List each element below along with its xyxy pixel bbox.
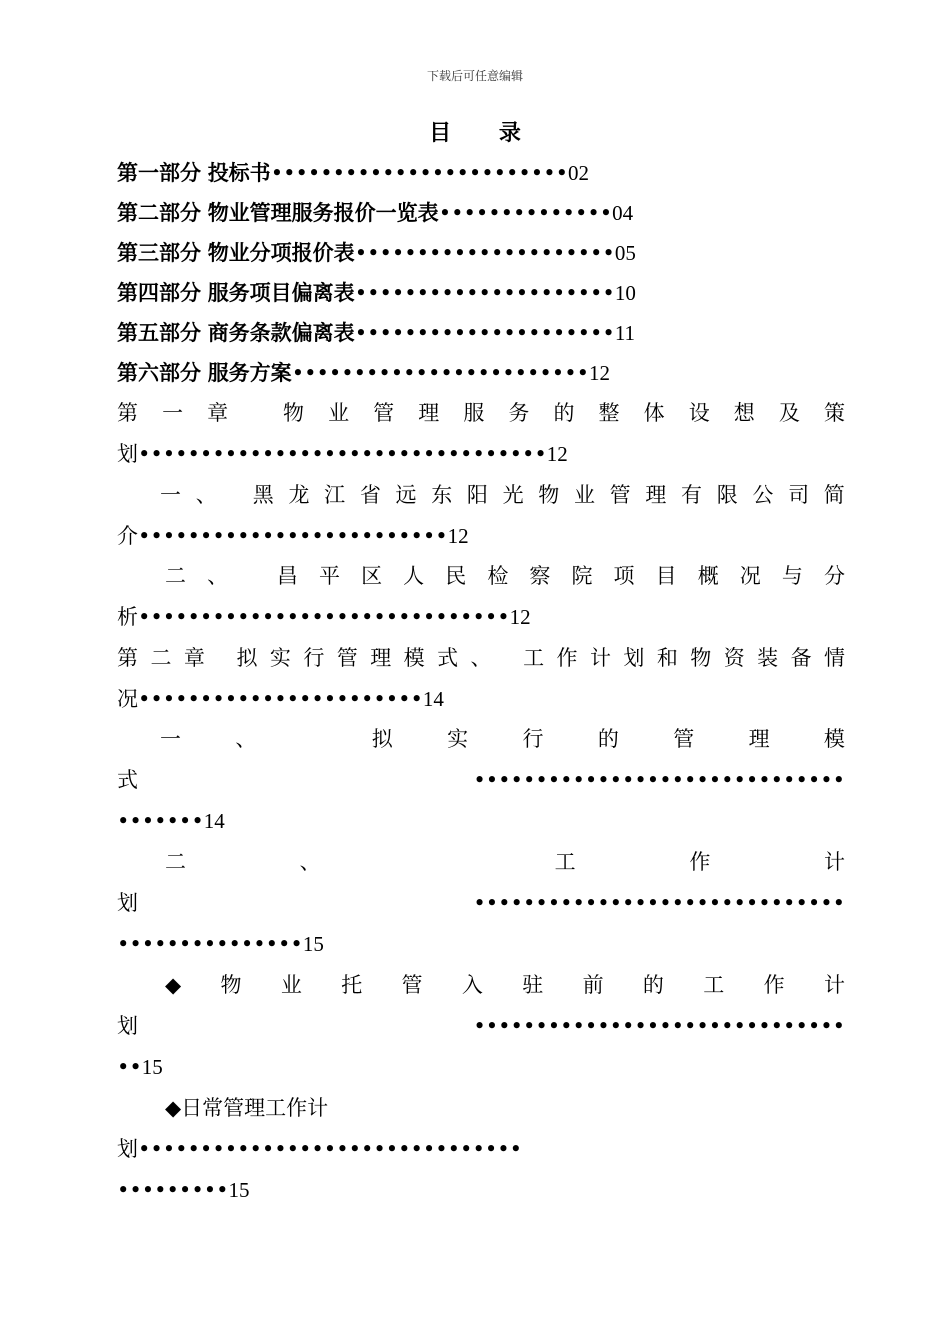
entry-char: 平 bbox=[319, 564, 340, 588]
part-label: 第三部分 bbox=[117, 240, 201, 265]
entry-char: 业 bbox=[573, 483, 595, 507]
entry-char: 拟 bbox=[371, 727, 393, 751]
entry-char: 、 bbox=[299, 850, 321, 874]
toc-entry-section-2-2-cont[interactable] bbox=[117, 885, 845, 921]
entry-char: 作 bbox=[689, 850, 711, 874]
page-number: 12 bbox=[588, 361, 610, 385]
entry-text: 析 bbox=[117, 605, 138, 629]
part-title: 投标书 bbox=[207, 160, 271, 185]
entry-char: 、 bbox=[235, 727, 257, 751]
entry-char: 区 bbox=[361, 564, 383, 588]
leader-dots: ••••••••••••••• bbox=[117, 932, 303, 956]
entry-char: 二 bbox=[165, 564, 186, 588]
entry-char: 理 bbox=[370, 646, 392, 670]
entry-char: ◆ bbox=[165, 973, 182, 997]
toc-entry-chapter-2[interactable] bbox=[117, 640, 845, 676]
leader-dots: •••••••••••••••••••••••••••••• bbox=[138, 605, 510, 629]
entry-char: 及 bbox=[778, 401, 800, 425]
entry-char: 工 bbox=[523, 646, 545, 670]
entry-char: 一 bbox=[160, 483, 181, 507]
entry-char: 实 bbox=[447, 727, 469, 751]
toc-entry-section-2-2-cont2[interactable] bbox=[117, 926, 845, 962]
page-number: 14 bbox=[203, 809, 225, 833]
entry-char: 昌 bbox=[276, 564, 298, 588]
entry-char: 江 bbox=[324, 483, 346, 507]
entry-char: 设 bbox=[688, 401, 710, 425]
entry-char: 限 bbox=[716, 483, 738, 507]
entry-char: 前 bbox=[582, 973, 604, 997]
toc-entry-part-2[interactable] bbox=[117, 195, 845, 231]
entry-char: 察 bbox=[529, 564, 551, 588]
entry-char: 人 bbox=[403, 564, 425, 588]
entry-char: 物 bbox=[220, 973, 242, 997]
entry-char: 项 bbox=[613, 564, 635, 588]
leader-dots: ••••••••••••••••••••••••••••••••• bbox=[138, 442, 547, 466]
entry-char: 服 bbox=[463, 401, 485, 425]
page-number: 15 bbox=[302, 932, 324, 956]
entry-char: 东 bbox=[431, 483, 453, 507]
leader-dots: •• bbox=[117, 1055, 142, 1079]
entry-char: 检 bbox=[487, 564, 509, 588]
entry-char: 入 bbox=[461, 973, 483, 997]
toc-entry-section-1-2-cont[interactable] bbox=[117, 599, 845, 635]
toc-entry-part-6[interactable] bbox=[117, 355, 845, 391]
toc-entry-section-2-2-a[interactable] bbox=[165, 967, 845, 1003]
entry-char: 物 bbox=[283, 401, 304, 425]
entry-char: 驻 bbox=[522, 973, 544, 997]
entry-char: 二 bbox=[165, 850, 186, 874]
entry-char: 备 bbox=[790, 646, 812, 670]
entry-char: 理 bbox=[418, 401, 440, 425]
entry-char: 第 bbox=[117, 646, 138, 670]
entry-char: 远 bbox=[395, 483, 417, 507]
leader-dots: •••••••••••••••••••••••• bbox=[270, 161, 568, 185]
part-label: 第二部分 bbox=[117, 200, 201, 225]
entry-char: 简 bbox=[823, 483, 845, 507]
toc-entry-section-2-1-cont2[interactable] bbox=[117, 803, 845, 839]
page-number: 12 bbox=[447, 524, 469, 548]
entry-text: 划 bbox=[117, 442, 138, 466]
part-label: 第一部分 bbox=[117, 160, 201, 185]
entry-text: 况 bbox=[117, 687, 138, 711]
leader-dots: •••••••••••••• bbox=[438, 201, 613, 225]
entry-char: 托 bbox=[341, 973, 363, 997]
entry-char bbox=[311, 721, 318, 757]
entry-char: 工 bbox=[554, 850, 576, 874]
leader-dots: ••••••••••••••••••••••••• bbox=[138, 524, 448, 548]
page-number: 05 bbox=[614, 241, 636, 265]
entry-char: 一 bbox=[162, 401, 184, 425]
entry-char: 司 bbox=[788, 483, 810, 507]
entry-text: ◆日常管理工作计 bbox=[165, 1096, 329, 1120]
page-number: 12 bbox=[509, 605, 531, 629]
leader-dots: ••••••• bbox=[117, 809, 204, 833]
entry-char: 民 bbox=[445, 564, 467, 588]
leader-dots: ••••••••••••••••••••••••••••••• bbox=[138, 1137, 522, 1161]
page-number: 10 bbox=[614, 281, 636, 305]
entry-char: 业 bbox=[280, 973, 302, 997]
entry-char: 目 bbox=[655, 564, 677, 588]
toc-entry-section-2-1-cont[interactable] bbox=[117, 762, 845, 798]
entry-char: 省 bbox=[359, 483, 381, 507]
entry-char: 务 bbox=[508, 401, 530, 425]
entry-char: 章 bbox=[183, 646, 205, 670]
entry-char: 模 bbox=[403, 646, 425, 670]
toc-title: 目 录 bbox=[429, 120, 541, 146]
entry-char: 有 bbox=[681, 483, 702, 507]
toc-entry-section-1-2[interactable] bbox=[165, 558, 845, 594]
toc-entry-section-2-2-a-cont2[interactable] bbox=[117, 1049, 845, 1085]
entry-char: 管 bbox=[673, 727, 695, 751]
toc-entry-part-5[interactable] bbox=[117, 315, 845, 351]
part-title: 物业管理服务报价一览表 bbox=[207, 200, 439, 225]
toc-entry-chapter-1[interactable] bbox=[117, 395, 845, 431]
entry-char: 理 bbox=[748, 727, 770, 751]
entry-char: 想 bbox=[733, 401, 755, 425]
leader-dots: ••••••••••••••••••••• bbox=[354, 321, 615, 345]
entry-char: 公 bbox=[752, 483, 774, 507]
leader-dots: ••••••••••••••••••••• bbox=[354, 241, 615, 265]
part-label: 第五部分 bbox=[117, 320, 201, 345]
entry-char: 资 bbox=[723, 646, 745, 670]
toc-entry-chapter-2-cont[interactable] bbox=[117, 681, 845, 717]
entry-char: 、 bbox=[470, 646, 492, 670]
toc-entry-section-2-2-b[interactable] bbox=[165, 1090, 845, 1126]
entry-char bbox=[504, 640, 511, 676]
leader-dots: •••••••••••••••••••••••••••••• bbox=[473, 768, 845, 792]
entry-char: 拟 bbox=[236, 646, 258, 670]
entry-char: 一 bbox=[160, 727, 181, 751]
toc-entry-section-2-2-a-cont[interactable] bbox=[117, 1008, 845, 1044]
leader-dots: ••••••••• bbox=[117, 1178, 229, 1202]
entry-char: 概 bbox=[697, 564, 719, 588]
part-label: 第六部分 bbox=[117, 360, 201, 385]
entry-char: 的 bbox=[597, 727, 619, 751]
entry-char: 、 bbox=[195, 483, 217, 507]
entry-char bbox=[231, 477, 238, 513]
entry-char: 体 bbox=[643, 401, 665, 425]
header-note: 下载后可任意编辑 bbox=[426, 69, 523, 83]
part-title: 服务方案 bbox=[207, 360, 292, 385]
entry-char bbox=[249, 558, 256, 594]
toc-entry-section-2-2[interactable] bbox=[165, 844, 845, 880]
entry-char: 业 bbox=[328, 401, 350, 425]
entry-char: 计 bbox=[823, 850, 845, 874]
entry-char: 龙 bbox=[288, 483, 310, 507]
entry-char: 管 bbox=[336, 646, 358, 670]
part-title: 商务条款偏离表 bbox=[207, 320, 355, 345]
toc-entry-part-4[interactable] bbox=[117, 275, 845, 311]
leader-dots: ••••••••••••••••••••• bbox=[354, 281, 615, 305]
part-title: 物业分项报价表 bbox=[207, 240, 355, 265]
entry-char: 式 bbox=[437, 646, 459, 670]
toc-entry-section-2-2-b-cont2[interactable] bbox=[117, 1172, 845, 1208]
page-number: 02 bbox=[567, 161, 589, 185]
entry-char: 第 bbox=[117, 401, 138, 425]
entry-char: 理 bbox=[645, 483, 667, 507]
entry-char: 策 bbox=[823, 401, 845, 425]
entry-char: 二 bbox=[150, 646, 172, 670]
toc-entry-section-2-2-b-cont[interactable] bbox=[117, 1131, 845, 1167]
entry-char: 行 bbox=[303, 646, 325, 670]
leader-dots: •••••••••••••••••••••••••••••• bbox=[473, 891, 845, 915]
entry-text: 划 bbox=[117, 1014, 138, 1038]
entry-char: 装 bbox=[757, 646, 779, 670]
entry-char: 黑 bbox=[252, 483, 274, 507]
entry-char: 阳 bbox=[466, 483, 488, 507]
part-title: 服务项目偏离表 bbox=[207, 280, 355, 305]
entry-text: 划 bbox=[117, 891, 138, 915]
entry-char: 物 bbox=[690, 646, 712, 670]
toc-entry-part-1[interactable] bbox=[117, 155, 845, 191]
entry-char: 管 bbox=[609, 483, 631, 507]
entry-char: 整 bbox=[598, 401, 620, 425]
entry-char: 划 bbox=[623, 646, 645, 670]
leader-dots: ••••••••••••••••••••••• bbox=[138, 687, 423, 711]
entry-text: 介 bbox=[117, 524, 138, 548]
entry-char: 管 bbox=[373, 401, 395, 425]
entry-char: 情 bbox=[824, 646, 845, 670]
page-number: 15 bbox=[141, 1055, 163, 1079]
page-number: 14 bbox=[422, 687, 444, 711]
entry-char: 作 bbox=[556, 646, 578, 670]
entry-char: 、 bbox=[207, 564, 229, 588]
leader-dots: •••••••••••••••••••••••• bbox=[291, 361, 589, 385]
entry-char: 计 bbox=[589, 646, 611, 670]
entry-char: 的 bbox=[553, 401, 575, 425]
entry-char: 分 bbox=[823, 564, 845, 588]
toc-entry-chapter-1-cont[interactable] bbox=[117, 436, 845, 472]
part-label: 第四部分 bbox=[117, 280, 201, 305]
entry-char: 计 bbox=[823, 973, 845, 997]
entry-char: 模 bbox=[823, 727, 845, 751]
entry-char: 与 bbox=[781, 564, 803, 588]
entry-char: 况 bbox=[739, 564, 761, 588]
leader-dots: •••••••••••••••••••••••••••••• bbox=[473, 1014, 845, 1038]
entry-text: 划 bbox=[117, 1137, 138, 1161]
page-number: 15 bbox=[228, 1178, 250, 1202]
entry-char: 和 bbox=[656, 646, 678, 670]
entry-char: 工 bbox=[703, 973, 725, 997]
page-number: 11 bbox=[614, 321, 636, 345]
entry-char: 的 bbox=[642, 973, 664, 997]
entry-char: 作 bbox=[763, 973, 785, 997]
entry-char: 院 bbox=[571, 564, 593, 588]
entry-char: 管 bbox=[401, 973, 423, 997]
toc-entry-part-3[interactable] bbox=[117, 235, 845, 271]
entry-char: 物 bbox=[538, 483, 560, 507]
entry-char: 章 bbox=[207, 401, 229, 425]
entry-char: 实 bbox=[269, 646, 291, 670]
toc-entry-section-2-1[interactable] bbox=[160, 721, 845, 757]
entry-char bbox=[252, 395, 259, 431]
entry-char: 光 bbox=[502, 483, 524, 507]
toc-entry-section-1-1[interactable] bbox=[160, 477, 845, 513]
page-number: 04 bbox=[612, 201, 634, 225]
entry-char bbox=[217, 640, 224, 676]
entry-text: 式 bbox=[117, 768, 138, 792]
page-number: 12 bbox=[546, 442, 568, 466]
toc-entry-section-1-1-cont[interactable] bbox=[117, 518, 845, 554]
entry-char bbox=[434, 844, 441, 880]
entry-char: 行 bbox=[522, 727, 544, 751]
